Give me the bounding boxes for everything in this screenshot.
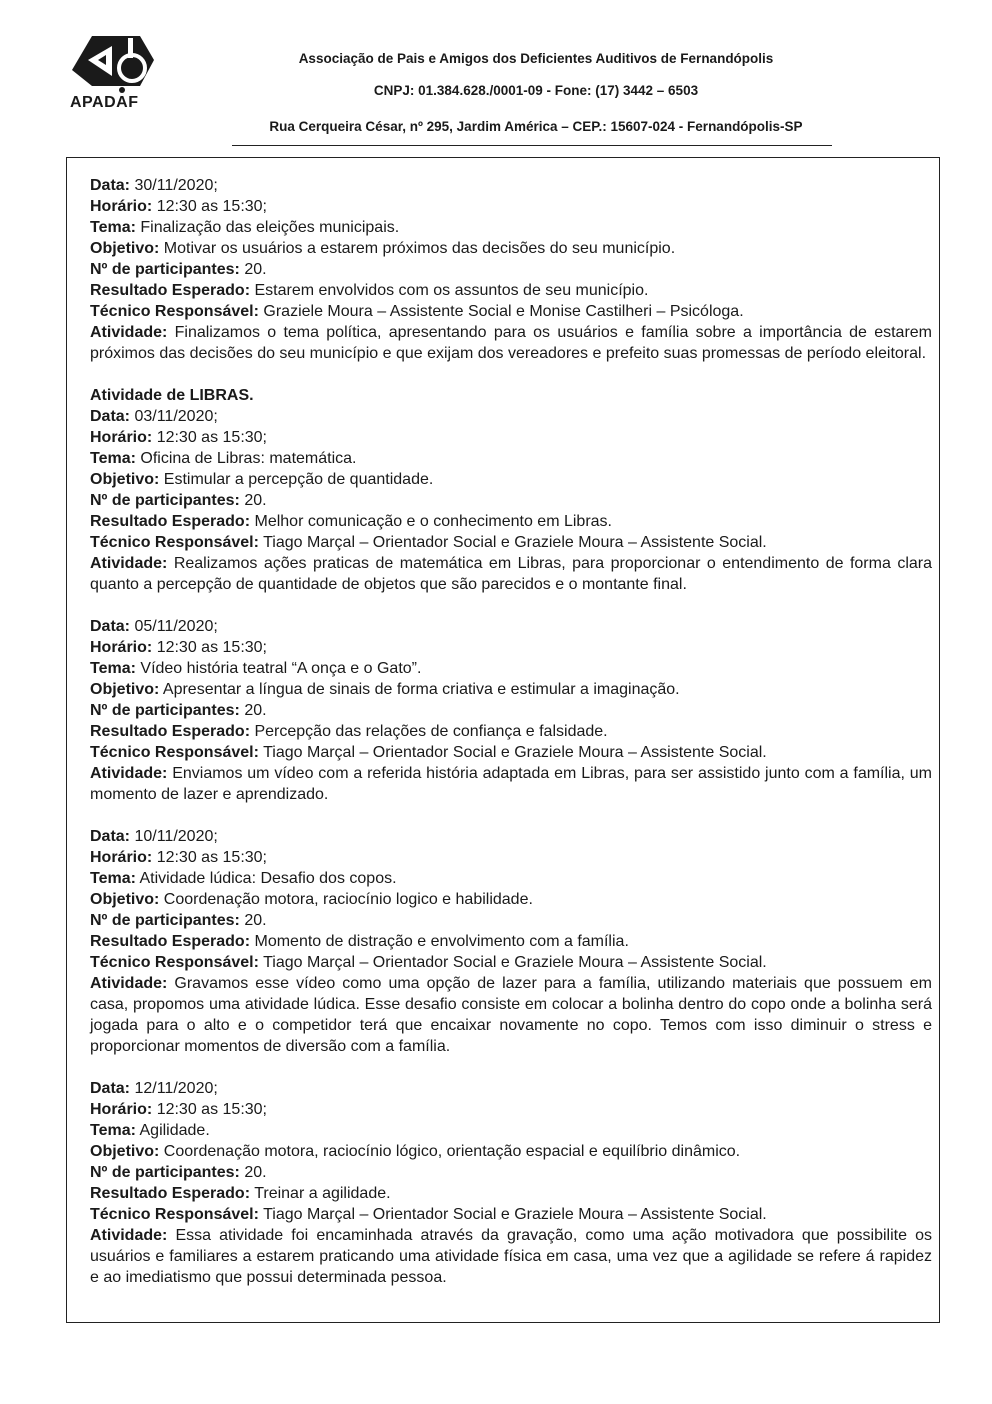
entry-time: 12:30 as 15:30; bbox=[156, 639, 267, 656]
entry-theme: Finalização das eleições municipais. bbox=[140, 219, 400, 236]
entry-result: Momento de distração e envolvimento com a família. bbox=[254, 933, 629, 950]
entry-date: 30/11/2020; bbox=[134, 177, 218, 194]
label-atividade: Atividade: bbox=[90, 765, 168, 782]
label-horario: Horário: bbox=[90, 639, 153, 656]
label-data: Data: bbox=[90, 408, 131, 425]
entry-activity: Gravamos esse vídeo como uma opção de lazer para a família, utilizando materiais que possuem em casa, propomos uma atividade lúdica. Esse desafio consiste em colocar a bolinha dentro do copo onde a bolinha será jogada para o alto e o competidor terá que encaixar novamente no copo. Temos com isso diminuir o stress e proporcionar momentos de diversão com a família. bbox=[90, 975, 932, 1055]
entry-theme: Atividade lúdica: Desafio dos copos. bbox=[139, 870, 397, 887]
label-atividade: Atividade: bbox=[90, 975, 168, 992]
entry-time: 12:30 as 15:30; bbox=[156, 849, 267, 866]
label-objetivo: Objetivo: bbox=[90, 681, 160, 698]
entry-objective: Motivar os usuários a estarem próximos das decisões do seu município. bbox=[163, 240, 676, 257]
label-participantes: Nº de participantes: bbox=[90, 261, 240, 278]
label-resultado: Resultado Esperado: bbox=[90, 282, 251, 299]
address: Rua Cerqueira César, nº 295, Jardim América – CEP.: 15607-024 - Fernandópolis-SP bbox=[269, 119, 803, 134]
entry-objective: Apresentar a língua de sinais de forma criativa e estimular a imaginação. bbox=[162, 681, 680, 698]
entry-result: Treinar a agilidade. bbox=[254, 1185, 391, 1202]
label-tecnico: Técnico Responsável: bbox=[90, 954, 259, 971]
entry-objective: Estimular a percepção de quantidade. bbox=[163, 471, 434, 488]
label-tecnico: Técnico Responsável: bbox=[90, 1206, 259, 1223]
label-participantes: Nº de participantes: bbox=[90, 912, 240, 929]
entry-activity: Enviamos um vídeo com a referida história adaptada em Libras, para ser assistido junto com a família, um momento de lazer e aprendizado. bbox=[90, 765, 932, 803]
label-resultado: Resultado Esperado: bbox=[90, 933, 251, 950]
label-objetivo: Objetivo: bbox=[90, 240, 160, 257]
label-horario: Horário: bbox=[90, 198, 153, 215]
activity-entry bbox=[90, 406, 932, 595]
label-tema: Tema: bbox=[90, 870, 136, 887]
entry-participants: 20. bbox=[244, 492, 267, 509]
label-horario: Horário: bbox=[90, 429, 153, 446]
entry-activity: Realizamos ações praticas de matemática em Libras, para proporcionar o entendimento de forma clara quanto a percepção de quantidade de objetos que são parecidos e o montante final. bbox=[90, 555, 932, 593]
label-tema: Tema: bbox=[90, 1122, 136, 1139]
header-rule bbox=[232, 145, 832, 146]
label-resultado: Resultado Esperado: bbox=[90, 1185, 251, 1202]
entry-time: 12:30 as 15:30; bbox=[156, 429, 267, 446]
label-data: Data: bbox=[90, 1080, 131, 1097]
label-horario: Horário: bbox=[90, 849, 153, 866]
entry-participants: 20. bbox=[244, 261, 267, 278]
label-data: Data: bbox=[90, 177, 131, 194]
label-participantes: Nº de participantes: bbox=[90, 1164, 240, 1181]
label-objetivo: Objetivo: bbox=[90, 891, 160, 908]
entry-theme: Oficina de Libras: matemática. bbox=[140, 450, 357, 467]
activity-entry bbox=[90, 826, 932, 1057]
label-resultado: Resultado Esperado: bbox=[90, 513, 251, 530]
entry-technician: Tiago Marçal – Orientador Social e Graziele Moura – Assistente Social. bbox=[263, 744, 767, 761]
entry-result: Melhor comunicação e o conhecimento em Libras. bbox=[254, 513, 612, 530]
entry-theme: Agilidade. bbox=[139, 1122, 210, 1139]
label-atividade: Atividade: bbox=[90, 555, 168, 572]
entry-activity: Essa atividade foi encaminhada através da gravação, como uma ação motivadora que possibilite os usuários e familiares a estarem praticando uma atividade física em casa, uma vez que a agilidade se refere á rapidez e ao imediatismo que possui determinada pessoa. bbox=[90, 1227, 932, 1286]
entry-date: 05/11/2020; bbox=[134, 618, 218, 635]
entry-date: 03/11/2020; bbox=[134, 408, 218, 425]
libras-section-title: Atividade de LIBRAS. bbox=[90, 387, 254, 404]
entry-result: Estarem envolvidos com os assuntos de seu município. bbox=[254, 282, 649, 299]
entry-time: 12:30 as 15:30; bbox=[156, 198, 267, 215]
label-participantes: Nº de participantes: bbox=[90, 492, 240, 509]
org-name: Associação de Pais e Amigos dos Deficientes Auditivos de Fernandópolis bbox=[298, 51, 774, 66]
entry-time: 12:30 as 15:30; bbox=[156, 1101, 267, 1118]
label-objetivo: Objetivo: bbox=[90, 1143, 160, 1160]
label-tema: Tema: bbox=[90, 450, 136, 467]
entry-participants: 20. bbox=[244, 912, 267, 929]
cnpj-phone: CNPJ: 01.384.628./0001-09 - Fone: (17) 3442 – 6503 bbox=[373, 83, 699, 98]
label-horario: Horário: bbox=[90, 1101, 153, 1118]
entry-participants: 20. bbox=[244, 702, 267, 719]
label-tema: Tema: bbox=[90, 219, 136, 236]
entry-objective: Coordenação motora, raciocínio lógico, orientação espacial e equilíbrio dinâmico. bbox=[163, 1143, 741, 1160]
activity-entry bbox=[90, 175, 932, 364]
label-data: Data: bbox=[90, 828, 131, 845]
entry-theme: Vídeo história teatral “A onça e o Gato”. bbox=[140, 660, 422, 677]
entry-result: Percepção das relações de confiança e falsidade. bbox=[254, 723, 608, 740]
label-participantes: Nº de participantes: bbox=[90, 702, 240, 719]
label-tecnico: Técnico Responsável: bbox=[90, 534, 259, 551]
entry-date: 12/11/2020; bbox=[134, 1080, 218, 1097]
label-objetivo: Objetivo: bbox=[90, 471, 160, 488]
label-resultado: Resultado Esperado: bbox=[90, 723, 251, 740]
label-tema: Tema: bbox=[90, 660, 136, 677]
label-tecnico: Técnico Responsável: bbox=[90, 744, 259, 761]
logo-text: APADAF bbox=[70, 94, 139, 111]
label-data: Data: bbox=[90, 618, 131, 635]
entry-technician: Tiago Marçal – Orientador Social e Graziele Moura – Assistente Social. bbox=[263, 1206, 767, 1223]
activity-entry bbox=[90, 1078, 932, 1288]
entry-date: 10/11/2020; bbox=[134, 828, 218, 845]
entry-activity: Finalizamos o tema política, apresentando para os usuários e família sobre a importância de estarem próximos das decisões do seu município e que exijam dos vereadores e prefeito suas promessas de período eleitoral. bbox=[90, 324, 932, 362]
label-atividade: Atividade: bbox=[90, 324, 168, 341]
entry-technician: Graziele Moura – Assistente Social e Monise Castilheri – Psicóloga. bbox=[263, 303, 744, 320]
entry-objective: Coordenação motora, raciocínio logico e habilidade. bbox=[163, 891, 533, 908]
document-body bbox=[90, 175, 932, 1288]
entry-technician: Tiago Marçal – Orientador Social e Graziele Moura – Assistente Social. bbox=[263, 534, 767, 551]
entry-technician: Tiago Marçal – Orientador Social e Graziele Moura – Assistente Social. bbox=[263, 954, 767, 971]
label-atividade: Atividade: bbox=[90, 1227, 168, 1244]
activity-entry bbox=[90, 616, 932, 805]
entry-participants: 20. bbox=[244, 1164, 267, 1181]
label-tecnico: Técnico Responsável: bbox=[90, 303, 259, 320]
